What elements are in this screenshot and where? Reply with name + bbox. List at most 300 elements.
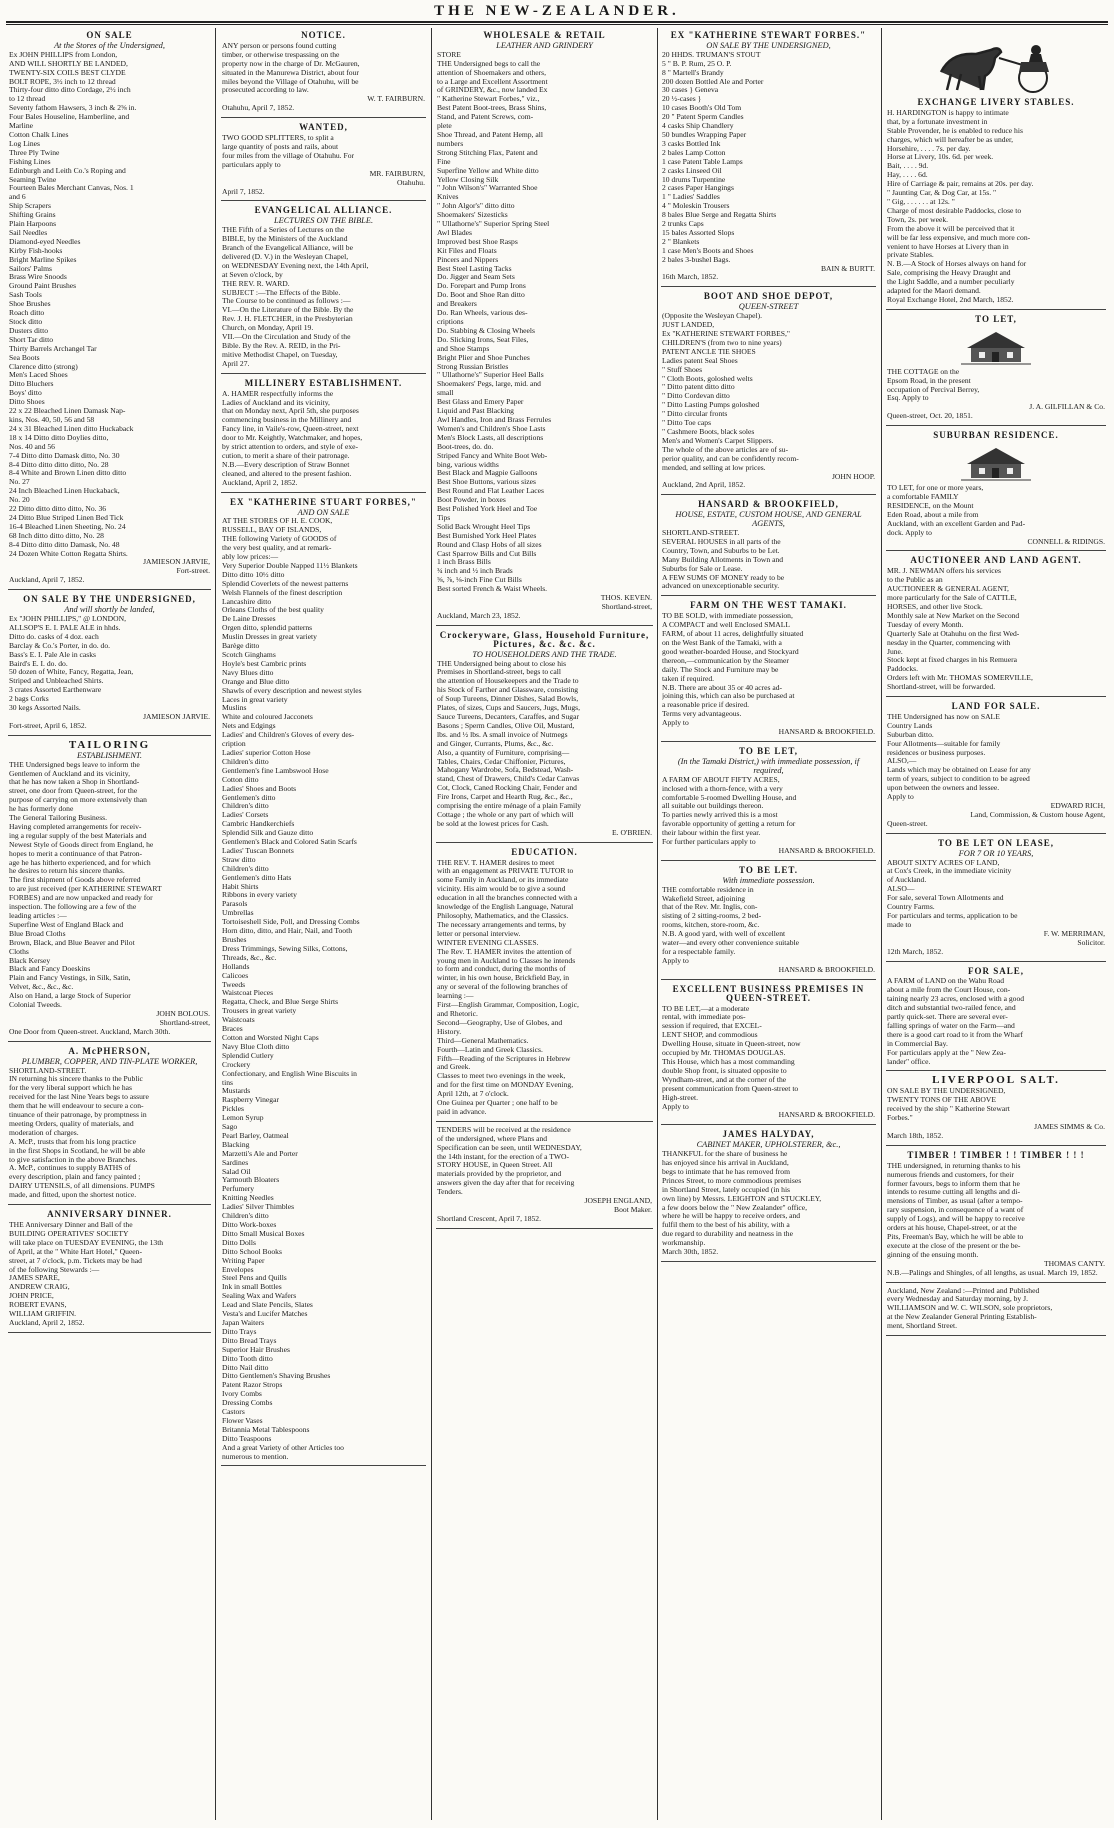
ad-subheading: And will shortly be landed, — [64, 605, 155, 615]
ad-line: occupied by Mr. THOMAS DOUGLAS. — [662, 1049, 786, 1058]
ad-line: Shoemakers' Sizesticks — [437, 211, 508, 220]
ad-line: Plain and Fancy Vestings, in Silk, Satin, — [9, 974, 131, 983]
ad-line: The Rev. T. HAMER invites the attention of — [437, 947, 572, 956]
ad-line: taining nearly 23 acres, enclosed with a good — [887, 995, 1025, 1004]
ad-line: BOLT ROPE, 3½ inch to 12 thread — [9, 77, 116, 86]
ad-line: Perfumery — [222, 1185, 255, 1194]
ad-line: THANKFUL for the share of business he — [662, 1150, 788, 1159]
ad-line: " Cashmere Boots, black soles — [662, 427, 755, 436]
ad-line: Tweeds — [222, 980, 246, 989]
ad-line: Do. Jigger and Seam Sets — [437, 273, 515, 282]
advertisement — [221, 376, 426, 493]
ad-line: 3 crates Assorted Earthenware — [9, 686, 102, 695]
ad-line: 15 bales Assorted Slops — [662, 228, 735, 237]
ad-line: has enjoyed since his arrival in Auckland, — [662, 1159, 789, 1168]
ad-line: AUCTIONEER & GENERAL AGENT, — [887, 585, 1009, 594]
ad-line: VII.—On the Circulation and Study of the — [222, 333, 351, 342]
ad-line: and Shoe Stamps — [437, 344, 490, 353]
ad-line: of GRINDERY, &c., now landed Ex — [437, 86, 548, 95]
ad-line: " Cloth Boots, goloshed welts — [662, 374, 753, 383]
ad-line: Seventy fathom Hawsers, 3 inch & 2⅝ in. — [9, 104, 137, 113]
ad-line: Orange and Blue ditto — [222, 677, 290, 686]
ad-line: 200 dozen Bottled Ale and Porter — [662, 77, 764, 86]
ad-line: lbs. and ½ lbs. A small invoice of Nutmegs — [437, 730, 568, 739]
ad-line: Dress Trimmings, Sewing Silks, Cottons, — [222, 944, 348, 953]
ad-line: Cottage ; the whole or any part of which will — [437, 810, 574, 819]
ad-line: " Ditto Lasting Pumps goloshed — [662, 401, 760, 410]
ad-line: ANY person or persons found cutting — [222, 41, 337, 50]
ad-line: a reasonable price if desired. — [662, 701, 750, 710]
ad-line: For further particulars apply to — [662, 838, 756, 847]
ad-line: education in all the branches connected with a — [437, 894, 578, 903]
ad-line: Mustards — [222, 1087, 251, 1096]
ad-line: joining this, which can also be purchased at — [662, 692, 795, 701]
ad-place: Solicitor. — [1077, 937, 1105, 947]
ad-line: Premises in Shortland-street, begs to call — [437, 668, 562, 677]
ad-line: Trousers in great variety — [222, 1007, 297, 1016]
ad-line: Do. Slicking Irons, Seat Files, — [437, 335, 529, 344]
ad-line: daily. The Stock and Furniture may be — [662, 665, 779, 674]
ad-line: Orders left with Mr. THOMAS SOMERVILLE, — [887, 674, 1033, 683]
ad-line: Dressing Combs — [222, 1399, 273, 1408]
ad-line: TWENTY TONS OF THE ABOVE — [887, 1096, 996, 1105]
ad-line: Tables, Chairs, Cedar Chiffonier, Pictures, — [437, 757, 566, 766]
ad-line: Sago — [222, 1123, 238, 1132]
ad-heading: ON SALE BY THE UNDERSIGNED, — [23, 594, 196, 605]
ad-heading: BOOT AND SHOE DEPOT, — [703, 291, 834, 302]
ad-line: Yarmouth Bloaters — [222, 1176, 280, 1185]
ad-line: Ditto Work-boxes — [222, 1221, 277, 1229]
column-divider — [657, 28, 658, 1820]
ad-line: Basons ; Sperm Candles, Olive Oil, Mustard, — [437, 721, 575, 730]
ad-line: Women's and Children's Shoe Lasts — [437, 424, 546, 433]
ad-line: Gentlemen's ditto Hats — [222, 873, 292, 882]
ad-line: cription — [222, 740, 246, 749]
ad-line: of Auckland. — [887, 876, 927, 885]
ad-heading: TO LET, — [975, 313, 1017, 324]
column-divider — [881, 28, 882, 1820]
ad-line: THE REV. R. WARD. — [222, 279, 290, 288]
ad-line: made to — [887, 920, 912, 929]
ad-line: Forbes." — [887, 1114, 913, 1123]
ad-line: Best Glass and Emery Paper — [437, 398, 524, 407]
ad-line: that, by a fortunate investment in — [887, 117, 988, 126]
ad-line: adapted for the Maori demand. — [887, 287, 981, 296]
ad-line: for the very liberal support which he has — [9, 1084, 132, 1093]
ad-line: A. McP., trusts that from his long practice — [9, 1137, 136, 1146]
ad-line: Boot Powder, in boxes — [437, 496, 506, 505]
ad-line: Epsom Road, in the present — [887, 376, 971, 385]
ad-line: 3 casks Bottled Ink — [662, 139, 721, 148]
ad-line: Paddocks. — [887, 665, 919, 674]
ad-line: rooms, kitchen, store-room, &c. — [662, 921, 760, 930]
ad-line: 1 case Patent Table Lamps — [662, 157, 743, 166]
ad-line: the attention of Housekeepers and the Trade to — [437, 677, 579, 686]
ad-signature: JOHN HOOP. — [831, 471, 875, 481]
advertisement — [661, 744, 876, 861]
ad-date: Queen-street, Oct. 20, 1851. — [887, 412, 973, 421]
ad-line: Four Allotments—suitable for family — [887, 739, 1001, 748]
ad-line: Pincers and Nippers — [437, 255, 499, 264]
ad-line: Waistcoats — [222, 1016, 255, 1025]
column-5 — [886, 28, 1106, 1820]
advertisement — [436, 28, 653, 626]
ad-line: Ladies' Corsets — [222, 811, 269, 820]
ad-subheading: PLUMBER, COPPER, AND TIN-PLATE WORKER, — [21, 1056, 198, 1066]
ad-line: them that he will endeavour to secure a con- — [9, 1102, 144, 1111]
ad-line: Orleans Cloths of the best quality — [222, 606, 324, 615]
ad-line: residences or business purposes. — [887, 748, 986, 757]
ad-line: " Gig, . . . . . . at 12s. " — [887, 197, 955, 206]
ad-line: Black and Fancy Doeskins — [9, 965, 91, 974]
ad-line: Four Bales Houseline, Hamberline, and — [9, 113, 130, 122]
ad-line: STORY HOUSE, in Queen Street. All — [437, 1161, 553, 1170]
ad-date: 16th March, 1852. — [662, 273, 719, 282]
ad-line: TWO GOOD SPLITTERS, to split a — [222, 134, 334, 143]
ad-line: Hay, . . . . 6d. — [887, 171, 928, 180]
ad-line: and 6 — [9, 193, 26, 202]
ad-line: the Light Saddle, and a number peculiarly — [887, 278, 1015, 287]
ad-line: Diamond-eyed Needles — [9, 237, 81, 246]
ad-line: Welsh Flannels of the finest description — [222, 588, 343, 597]
ad-line: TENDERS will be received at the residence — [437, 1125, 571, 1134]
ad-line: White and coloured Jacconets — [222, 713, 313, 722]
advertisement — [886, 312, 1106, 426]
ad-line: Gentlemen of Auckland and its vicinity, — [9, 769, 130, 778]
ad-line: winter, in his own house, Brickfield Bay, in — [437, 974, 570, 983]
column-divider — [431, 28, 432, 1820]
ad-line: For sale, several Town Allotments and — [887, 894, 1004, 903]
ad-line: Splendid Cutlery — [222, 1051, 274, 1060]
ad-line: ROBERT EVANS, — [9, 1301, 67, 1310]
ad-line: Brushes — [222, 936, 247, 944]
ad-line: This House, which has a most commanding — [662, 1057, 795, 1066]
ad-line: Country Farms. — [887, 903, 935, 912]
ad-line: Blue Broad Cloths — [9, 929, 66, 938]
ad-line: Charge of most desirable Paddocks, close to — [887, 206, 1022, 215]
ad-line: their labour within the first year. — [662, 829, 761, 838]
ad-line: THE Undersigned being about to close his — [437, 659, 567, 668]
ad-line: Muslins — [222, 704, 247, 713]
ad-line: WINTER EVENING CLASSES. — [437, 938, 539, 947]
ad-line: of the following Stewards :— — [9, 1265, 100, 1274]
ad-line: Best Burnished York Heel Plates — [437, 531, 537, 540]
ad-signature: HANSARD & BROOKFIELD. — [778, 964, 875, 974]
ad-line: Suburban ditto. — [887, 730, 934, 739]
ad-line: rental, with immediate pos- — [662, 1013, 746, 1022]
column-4 — [661, 28, 876, 1820]
ad-line: SHORTLAND-STREET. — [662, 529, 740, 538]
ad-line: Muslin Dresses in great variety — [222, 633, 317, 642]
ad-line: Ladies' Tuscan Bonnets — [222, 846, 294, 855]
ad-line: own line) by Messrs. LEIGHTON and STUCKLEY, — [662, 1194, 822, 1203]
ad-line: mensions of Timber, as usual (after a tempo- — [887, 1197, 1023, 1206]
ad-line: at the New Zealander General Printing Establish- — [887, 1313, 1037, 1322]
ad-line: ginning of the ensuing month. — [887, 1250, 979, 1259]
ad-line: THE COTTAGE on the — [887, 367, 960, 376]
ad-heading: ANNIVERSARY DINNER. — [47, 1209, 172, 1220]
ad-line: ON SALE BY THE UNDERSIGNED, — [887, 1087, 1006, 1096]
ad-line: WILLIAMSON and W. C. WILSON, sole proprietors, — [887, 1304, 1053, 1313]
advertisement — [661, 982, 876, 1126]
ad-line: upon between the owners and lessee. — [887, 784, 1000, 793]
ad-line: numbers — [437, 139, 464, 148]
house-woodcut — [887, 442, 1105, 482]
ad-line: CHILDREN'S (from two to nine years) — [662, 338, 782, 347]
ad-line: N. B.—A Stock of Horses always on hand for — [887, 260, 1027, 269]
ad-line: meeting Orders, quality of materials, and — [9, 1119, 134, 1128]
ad-line: Splendid Coverlets of the newest patterns — [222, 579, 349, 588]
advertisement — [661, 28, 876, 287]
ad-signature: JAMIESON JARVIE. — [143, 711, 210, 721]
ad-line: Auckland, New Zealand :—Printed and Published — [887, 1286, 1040, 1295]
ad-line: 4 " Moleskin Trousers — [662, 202, 730, 211]
ad-line: Tips — [437, 513, 451, 522]
ad-subheading: FOR 7 OR 10 YEARS, — [958, 848, 1034, 858]
ad-line: Colonial Tweeds. — [9, 1001, 62, 1010]
ad-line: (Opposite the Wesleyan Chapel). — [662, 312, 763, 321]
ad-line: Bright Marline Spikes — [9, 255, 77, 264]
ad-line: moderation of charges. — [9, 1128, 79, 1137]
ad-line: Clarence ditto (strong) — [9, 362, 78, 371]
ad-line: Fourth—Latin and Greek Classics. — [437, 1045, 543, 1054]
ad-line: and Greek. — [437, 1063, 471, 1072]
ad-line: by strict attention to orders, and style of exe- — [222, 443, 359, 452]
ad-signature: JOSEPH ENGLAND, — [584, 1196, 652, 1206]
ad-line: JOHN PRICE, — [9, 1292, 54, 1301]
ad-line: SHORTLAND-STREET. — [9, 1066, 87, 1075]
ad-line: some Family in Auckland, or its immediate — [437, 876, 569, 885]
ad-line: DAIRY UTENSILS, of all dimensions. PUMPS — [9, 1182, 155, 1191]
ad-line: To parties newly arrived this is a most — [662, 811, 778, 820]
ad-line: Tortoiseshell Side, Poll, and Dressing Combs — [222, 918, 360, 927]
ad-line: ALSO— — [887, 885, 915, 894]
ad-line: bing, various widths — [437, 460, 499, 469]
ad-heading: EVANGELICAL ALLIANCE. — [254, 205, 393, 216]
ad-line: of Soup Tureens, Dinner Dishes, Salad Bowls, — [437, 695, 579, 704]
ad-line: 20 " Patent Sperm Candles — [662, 113, 744, 122]
ad-line: Ditto Dolls — [222, 1238, 256, 1247]
ad-line: HORSES, and other live Stock. — [887, 602, 983, 611]
ad-line: THE REV. T. HAMER desires to meet — [437, 858, 555, 867]
ad-line: Lands which may be obtained on Lease for any — [887, 766, 1031, 775]
ad-line: Shortland-street, will be forwarded. — [887, 683, 996, 692]
ad-place: Shortland-street, — [159, 1017, 210, 1027]
ad-signature: E. O'BRIEN. — [612, 827, 652, 837]
ad-line: 50 bundles Wrapping Paper — [662, 130, 747, 139]
ad-line: Also, a quantity of Furniture, comprising— — [437, 748, 570, 757]
ad-signature: JAMES SIMMS & Co. — [1034, 1122, 1105, 1131]
ad-line: And a great Variety of other Articles too — [222, 1443, 344, 1452]
ad-line: Cloths — [9, 947, 29, 956]
ad-line: Cotton ditto — [222, 775, 259, 784]
ad-line: Sash Tools — [9, 291, 42, 300]
ad-heading: NOTICE. — [301, 30, 346, 40]
ad-heading: HANSARD & BROOKFIELD, — [698, 499, 839, 510]
ad-line: Mahogany Wardrobe, Sofa, Bedstead, Wash- — [437, 766, 574, 775]
ad-line: Splendid Silk and Gauze ditto — [222, 829, 314, 838]
ad-line: Knives — [437, 193, 459, 202]
ad-line: " Ditto patent ditto ditto — [662, 383, 735, 392]
ad-date: March 18th, 1852. — [887, 1131, 944, 1140]
ad-line: particulars apply to — [222, 160, 281, 169]
ad-line: Fire Irons, Carpet and Hearth Rug, &c., &c., — [437, 793, 573, 802]
ad-line: A. HAMER respectfully informs the — [222, 389, 334, 398]
ad-line: all suitable out buildings thereon. — [662, 802, 764, 811]
ad-line: Ditto Nail ditto — [222, 1363, 269, 1372]
horse-carriage-woodcut — [887, 32, 1105, 96]
ad-line: tinuance of their patronage, by promptness in — [9, 1111, 147, 1120]
ad-line: Strong Russian Bristles — [437, 362, 509, 371]
ad-line: Envelopes — [222, 1265, 254, 1274]
ad-subheading: AND ON SALE — [297, 507, 350, 517]
ad-line: Gentlemen's ditto — [222, 793, 276, 802]
ad-line: street, one door from Queen-street, for the — [9, 787, 138, 796]
ad-line: Sailors' Palms — [9, 264, 52, 273]
ad-line: execute at the close of the present or the be- — [887, 1241, 1021, 1250]
ad-line: Ex JOHN PHILLIPS from London, — [9, 50, 118, 59]
ad-line: knowledge of the English Language, Natural — [437, 903, 574, 912]
ad-line: to are just received (per KATHERINE STEWART — [9, 885, 162, 894]
ad-line: Stock ditto — [9, 318, 43, 326]
ad-line: paid in advance. — [437, 1107, 487, 1116]
ad-line: Britannia Metal Tablespoons — [222, 1425, 310, 1434]
advertisement — [436, 628, 653, 843]
ad-line: Fishing Lines — [9, 157, 51, 166]
ad-line: Ditto Shoes — [9, 398, 45, 407]
ad-line: 24 Ditto Blue Striped Linen Bed Tick — [9, 513, 124, 522]
ad-line: Stand, and Patent Screws, com- — [437, 113, 534, 122]
ad-line: double Shop front, is situated opposite to — [662, 1066, 787, 1075]
ad-line: THE Undersigned has now on SALE — [887, 712, 1000, 721]
ad-line: TO BE SOLD, with immediate possession, — [662, 612, 793, 621]
ad-line: sisting of 2 sitting-rooms, 2 bed- — [662, 912, 762, 921]
ad-line: begs to intimate that he has removed from — [662, 1167, 791, 1176]
ad-line: Knitting Needles — [222, 1194, 274, 1203]
ad-line: 2 " Blankets — [662, 237, 700, 246]
ad-line: Bright Plier and Shoe Punches — [437, 353, 530, 362]
ad-line: 2 bales Lamp Cotton — [662, 148, 726, 157]
advertisement — [221, 203, 426, 373]
ad-line: plete — [437, 122, 452, 131]
ad-line: Ditto Trays — [222, 1327, 257, 1336]
ad-line: on the West Bank of the Tamaki, with a — [662, 639, 782, 647]
ad-line: occupation of Percival Berrey, — [887, 385, 980, 394]
advertisement — [661, 289, 876, 495]
ad-line: Velvet, &c., &c., &c. — [9, 983, 74, 992]
ad-signature: JOHN BOLOUS. — [156, 1008, 210, 1018]
ad-heading: AUCTIONEER AND LAND AGENT. — [910, 555, 1082, 566]
ad-line: Orgen ditto, splendid patterns — [222, 624, 313, 633]
advertisement — [436, 845, 653, 1122]
ad-line: Children's ditto — [222, 1212, 269, 1221]
ad-line: H. HARDINGTON is happy to intimate — [887, 108, 1009, 117]
ad-line: and Rhetoric. — [437, 1009, 478, 1018]
ad-subheading: With immediate possession. — [722, 875, 815, 885]
ad-line: at Cox's Creek, in the immediate vicinity — [887, 867, 1012, 876]
ad-line: 20 ½-cases } — [662, 95, 702, 104]
ad-line: Apply to — [662, 1102, 689, 1111]
ad-line: WILLIAM GRIFFIN. — [9, 1310, 77, 1319]
ad-date: Queen-street. — [887, 819, 928, 828]
ad-line: 5 " B. P. Rum, 25 O. P. — [662, 59, 732, 68]
ad-line: water—and every other convenience suitable — [662, 939, 800, 948]
ad-line: Edinburgh and Leith Co.'s Roping and — [9, 166, 126, 175]
ad-signature: EDWARD RICH, — [1050, 801, 1105, 810]
ad-line: timber, or otherwise trespassing on the — [222, 50, 340, 59]
ad-line: Do. Boot and Shoe Ran ditto — [437, 291, 525, 300]
ad-line: RUSSELL, BAY OF ISLANDS, — [222, 526, 322, 535]
ad-signature: W. T. FAIRBURN. — [367, 94, 425, 104]
ad-line: 2 cases Paper Hangings — [662, 184, 734, 193]
ad-line: Dwelling House, situate in Queen-street, now — [662, 1040, 801, 1049]
ad-subheading: CABINET MAKER, UPHOLSTERER, &c., — [696, 1140, 841, 1150]
ad-line: at Seven o'clock, by — [222, 270, 283, 279]
ad-line: 2 bags Corks — [9, 695, 49, 704]
ad-line: Men's and Women's Carpet Slippers. — [662, 436, 774, 445]
ad-line: Boys' ditto — [9, 389, 42, 398]
ad-line: there is a good cart road to it from the Wharf — [887, 1030, 1024, 1039]
ad-subheading: QUEEN-STREET — [738, 302, 799, 312]
ad-heading: EX "KATHERINE STEWART FORBES." — [670, 30, 867, 40]
ad-line: where he will be happy to receive orders, and — [662, 1212, 801, 1221]
ad-line: door to Mr. Keightly, Watchmaker, and hopes, — [222, 434, 363, 443]
ad-line: One Guinea per Quarter ; one half to be — [437, 1099, 558, 1108]
ad-heading: SUBURBAN RESIDENCE. — [933, 430, 1059, 441]
ad-line: April 27. — [222, 359, 250, 368]
ad-line: Thirty Barrels Archangel Tar — [9, 344, 97, 353]
ad-line: a comfortable FAMILY — [887, 493, 959, 501]
ad-date: April 7, 1852. — [222, 187, 265, 196]
ad-line: 1 case Men's Boots and Shoes — [662, 246, 754, 255]
ad-line: Best Polished York Heel and Toe — [437, 505, 538, 514]
ad-line: De Laine Dresses — [222, 615, 276, 624]
ad-line: four miles from the village of Otahuhu. For — [222, 151, 355, 160]
ad-line: Brown, Black, and Blue Beaver and Pilot — [9, 938, 135, 947]
ad-line: he has formerly done — [9, 805, 74, 814]
ad-line: Best Black and Magpie Galloons — [437, 469, 538, 478]
ad-line: comfortable 5-roomed Dwelling House, and — [662, 793, 797, 802]
ad-line: any or several of the following branches of — [437, 983, 568, 992]
ad-line: Tenders. — [437, 1188, 463, 1197]
ad-line: 1 " Ladies' Saddles — [662, 193, 720, 202]
ad-line: Sauce Tureens, Decanters, Caraffes, and Sugar — [437, 712, 579, 721]
ad-signature: THOS. KEVEN. — [600, 593, 652, 603]
ad-line: 10 drums Turpentine — [662, 175, 726, 184]
house-illustration — [961, 442, 1031, 482]
ad-line: 2 bales 3-bushel Bags. — [662, 255, 731, 264]
ad-heading: A. McPHERSON, — [68, 1045, 151, 1056]
ad-line: ing a regular supply of the best Materials and — [9, 831, 147, 840]
ad-line: June. — [887, 647, 903, 656]
ad-date: Auckland, 2nd April, 1852. — [662, 481, 746, 490]
ad-line: Pearl Barley, Oatmeal — [222, 1131, 289, 1140]
advertisement — [886, 699, 1106, 834]
ad-line: Classes to meet two evenings in the week, — [437, 1072, 566, 1081]
ad-date: One Door from Queen-street. Auckland, March 30th. — [9, 1027, 171, 1036]
ad-line: in Shortland Street, lately occupied (in his — [662, 1185, 791, 1194]
ad-line: " Jaunting Car, & Dog Car, at 15s. " — [887, 189, 997, 198]
ad-line: Confectionary, and English Wine Biscuits in — [222, 1069, 357, 1078]
ad-line: Shoe Thread, and Patent Hemp, all — [437, 130, 543, 139]
ad-heading: EXCHANGE LIVERY STABLES. — [917, 97, 1075, 107]
ad-line: Thirty-four ditto ditto Cordage, 2½ inch — [9, 86, 131, 95]
ad-line: small — [437, 389, 454, 398]
column-3 — [436, 28, 653, 1820]
advertisement — [8, 1044, 211, 1205]
ad-signature: BAIN & BURTT. — [820, 263, 875, 273]
ad-line: miles beyond the Village of Otahuhu, will be — [222, 77, 359, 86]
